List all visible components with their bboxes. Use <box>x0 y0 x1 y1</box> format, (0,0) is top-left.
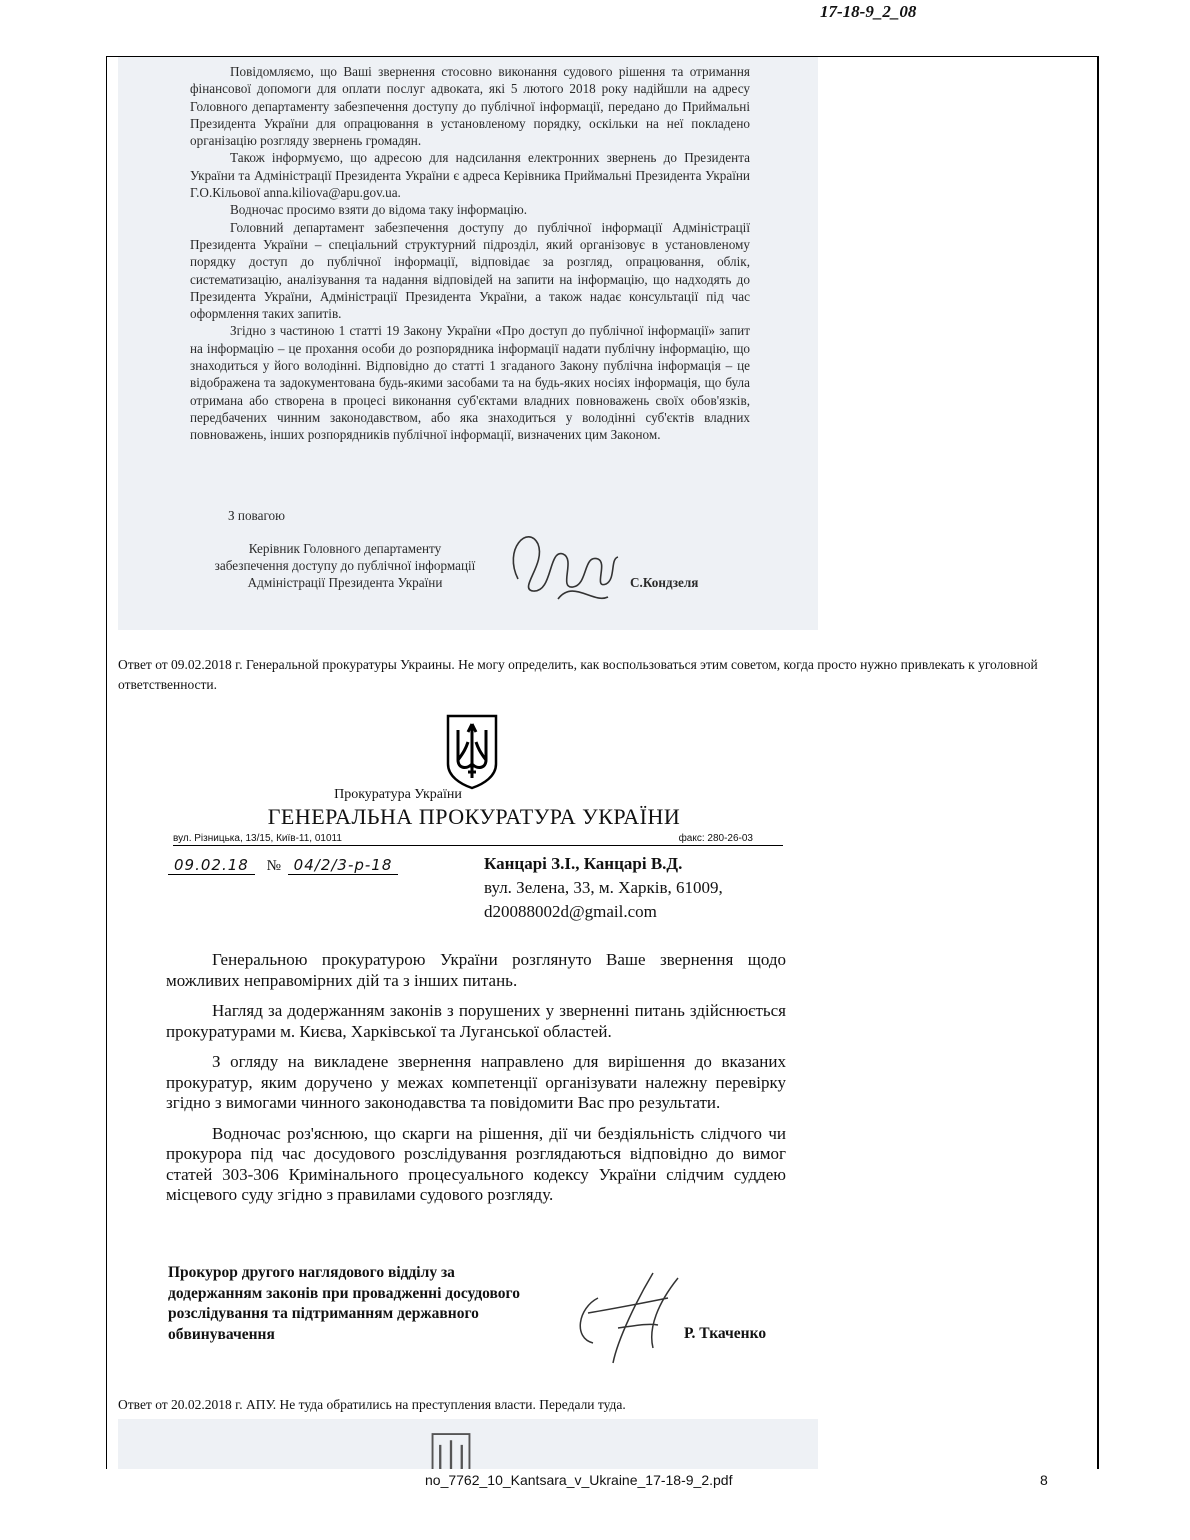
handwritten-date: 09.02.18 <box>168 856 255 875</box>
agency-address: вул. Різницька, 13/15, Київ-11, 01011 <box>173 833 342 844</box>
recipient-address: вул. Зелена, 33, м. Харків, 61009, <box>484 878 723 897</box>
letter1-paragraph: Головний департамент забезпечення доступу до публічної інформації Адміністрації Президента України – спеціальний структурний підрозділ, який організовує в установленому порядку доступ до публічної інформації, відповідає за розгляд, опрацювання, облік, систематизацію, аналізування та надання відповідей на запити на інформацію, що надходять до Президента України, Адміністрації Президента України, а також надає консультації під час оформлення таких запитів. <box>190 219 750 322</box>
letter2-paragraph: Водночас роз'яснюю, що скарги на рішення, дії чи бездіяльність слідчого чи прокурора під час досудового розслідування розглядаються відповідно до вимог статей 303-306 Кримінального процесуального кодексу України слідчим суддею місцевого суду згідно з правилами судового розгляду. <box>166 1123 786 1204</box>
page-number: 8 <box>1040 1472 1048 1488</box>
trident-emblem-icon <box>426 1431 476 1469</box>
signer-title-line: Адміністрації Президента України <box>247 575 443 590</box>
signer-title-line: забезпечення доступу до публічної інформації <box>214 558 476 573</box>
letter2-signer: Р. Ткаченко <box>684 1325 767 1342</box>
trident-emblem-icon <box>444 712 500 790</box>
letter2-signer-title: Прокурор другого наглядового відділу за додержанням законів при провадженні досудового розслідування та підтриманням державного обвинувачення <box>168 1264 520 1343</box>
recipient-email: d20088002d@gmail.com <box>484 902 657 921</box>
recipient-names: Канцарі З.І., Канцарі В.Д. <box>484 854 683 873</box>
letter-prosecutor-general <box>118 708 818 1388</box>
document-id: 17-18-9_2_08 <box>820 2 917 21</box>
recipient-block <box>484 852 723 924</box>
handwritten-number: 04/2/3-р-18 <box>288 856 399 875</box>
letter1-closing: З повагою <box>228 508 285 523</box>
agency-fax: факс: 280-26-03 <box>678 833 753 844</box>
letter1-signer: С.Кондзеля <box>630 575 699 590</box>
signer-title-line: Керівник Головного департаменту <box>248 541 442 556</box>
footer-filename: no_7762_10_Kantsara_v_Ukraine_17-18-9_2.pdf <box>425 1472 733 1488</box>
letter2-paragraph: Нагляд за додержанням законів з порушених у зверненні питань здійснюється прокуратурами м. Києва, Харківської та Луганської областей. <box>166 1001 786 1041</box>
letter2-paragraph: Генеральною прокуратурою України розглянуто Ваше звернення щодо можливих неправомірних дій та з інших питань. <box>166 950 786 990</box>
letter1-paragraph: Також інформуємо, що адресою для надсилання електронних звернень до Президента України та Адміністрації Президента України є адреса Керівника Приймальні Президента України Г.О.Кільової anna.kiliova@apu.gov.ua. <box>190 150 750 201</box>
letter-date-number <box>168 856 398 875</box>
number-label: № <box>266 858 282 874</box>
handwritten-signature-icon <box>558 1268 688 1368</box>
scanned-letter-apu-2 <box>118 1419 818 1469</box>
letter2-paragraph: З огляду на викладене звернення направлено для вирішення до вказаних прокуратур, яким доручено у межах компетенції організувати належну перевірку згідно з вимогами чинного законодавства та повідомити Вас про результати. <box>166 1052 786 1112</box>
scanned-letter-apu <box>118 57 818 630</box>
caption-apu-response: Ответ от 20.02.2018 г. АПУ. Не туда обратились на преступления власти. Передали туда. <box>118 1397 626 1412</box>
letter2-body <box>166 950 786 1216</box>
letter1-signer-title <box>190 540 500 591</box>
agency-name-small: Прокуратура України <box>334 787 462 802</box>
agency-address-line <box>173 833 783 846</box>
handwritten-signature-icon <box>498 519 628 609</box>
letter1-paragraph: Повідомляємо, що Ваші звернення стосовно виконання судового рішення та отримання фінансової допомоги для оплати послуг адвоката, які 5 лютого 2018 року надійшли на адресу Головного департаменту забезпечення доступу до публічної інформації, передано до Приймальні Президента України для опрацювання в установленому порядку, оскільки на неї покладено організацію розгляду звернень громадян. <box>190 64 750 149</box>
caption-gpu-response: Ответ от 09.02.2018 г. Генеральной прокуратуры Украины. Не могу определить, как воспользоваться этим советом, когда просто нужно привлекать к уголовной ответственности. <box>118 657 1038 692</box>
letter1-body <box>190 63 750 444</box>
agency-name-heading: ГЕНЕРАЛЬНА ПРОКУРАТУРА УКРАЇНИ <box>267 804 681 829</box>
letter1-paragraph: Водночас просимо взяти до відома таку інформацію. <box>230 202 528 218</box>
letter1-paragraph: Згідно з частиною 1 статті 19 Закону України «Про доступ до публічної інформації» запит на інформацію – це прохання особи до розпорядника інформації надати публічну інформацію, що знаходиться у його володінні. Відповідно до статті 1 згаданого Закону публічна інформація – це відображена та задокументована будь-якими засобами та на будь-яких носіях інформація, що була отримана або створена в процесі виконання суб'єктами владних повноважень своїх обов'язків, передбачених чинним законодавством, або яка знаходиться у володінні суб'єктів владних повноважень, інших розпорядників публічної інформації, визначених цим Законом. <box>190 323 750 443</box>
